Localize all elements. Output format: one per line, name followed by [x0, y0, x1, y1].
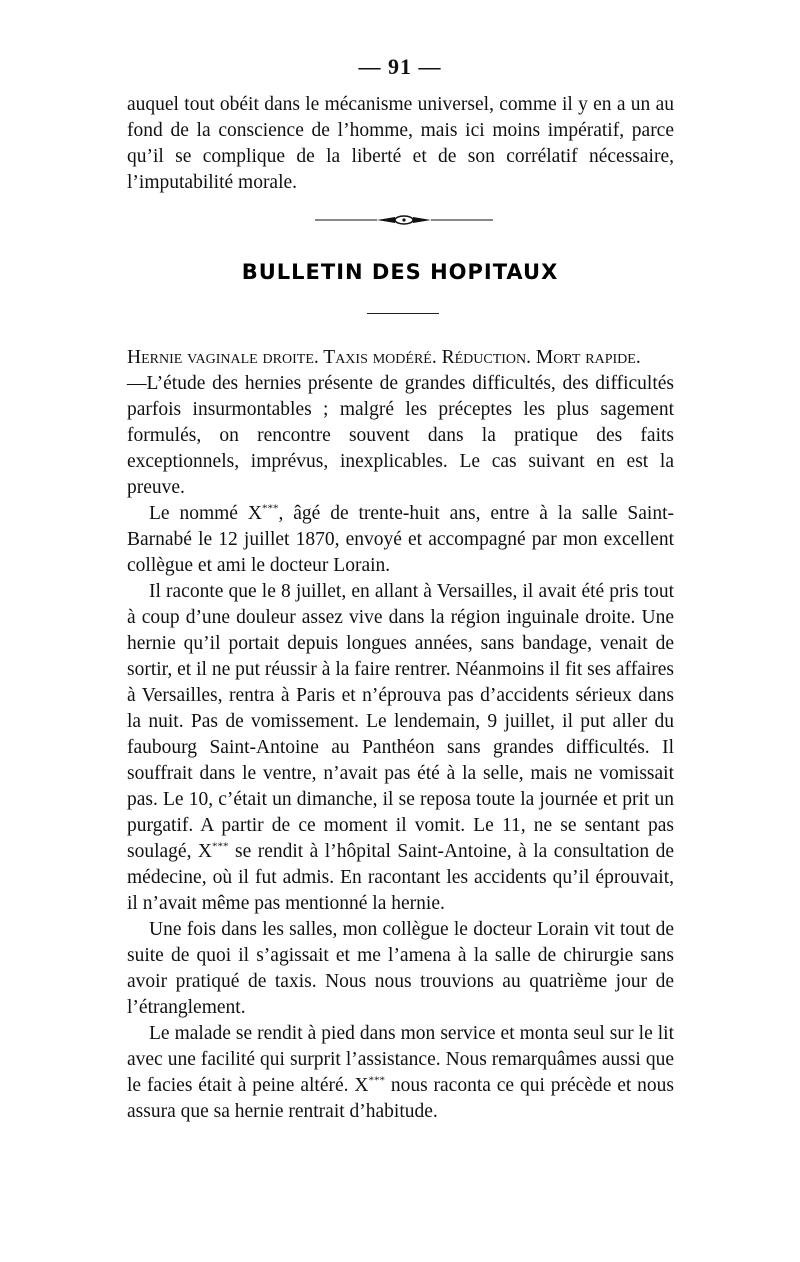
intro-paragraph-block — [127, 92, 674, 196]
paragraph-5: Le malade se rendit à pied dans mon service et monta seul sur le lit avec une facilité qui surprit l’assistance. Nous remarquâmes aussi que le facies était à peine altéré. X*** nous raconta ce qui précède et nous assura que sa hernie rentrait d’habitude. — [127, 1023, 674, 1122]
paragraph-4: Une fois dans les salles, mon collègue le docteur Lorain vit tout de suite de quoi il s’agissait et me l’amena à la salle de chirurgie sans avoir pratiqué de taxis. Nous nous trouvions au quatrième jour de l’étranglement. — [127, 919, 674, 1018]
paragraph-3: Il raconte que le 8 juillet, en allant à Versailles, il avait été pris tout à coup d’une douleur assez vive dans la région inguinale droite. Une hernie qu’il portait depuis longues années, sans bandage, venait de sortir, et il ne put réussir à la faire rentrer. Néanmoins il fit ses affaires à Versailles, rentra à Paris et n’éprouva pas d’accidents sérieux dans la nuit. Pas de vomissement. Le lendemain, 9 juillet, il put aller du faubourg Saint-Antoine au Panthéon sans grandes difficultés. Il souffrait dans le ventre, n’avait pas été à la selle, mais ne vomissait pas. Le 10, c’était un dimanche, il se reposa toute la journée et prit un purgatif. A partir de ce moment il vomit. Le 11, ne se sentant pas soulagé, X*** se rendit à l’hôpital Saint-Antoine, à la consultation de médecine, où il fut admis. En racontant les accidents qu’il éprouvait, il n’avait même pas mentionné la hernie. — [127, 581, 675, 914]
ornament-divider-icon — [315, 210, 493, 230]
paragraph-2: Le nommé X***, âgé de trente-huit ans, entre à la salle Saint-Barnabé le 12 juillet 1870, envoyé et accompagné par mon excellent collègue et ami le docteur Lorain. — [127, 502, 674, 576]
paragraph-1-text: —L’étude des hernies présente de grandes difficultés, des difficultés parfois insurmontables ; malgré les préceptes les plus sagement formulés, on rencontre souvent dans la pratique des faits exceptionnels, imprévus, inexplicables. Le cas suivant en est la preuve. — [127, 373, 674, 498]
section-title: BULLETIN DES HOPITAUX — [241, 260, 559, 284]
title-rule — [367, 313, 439, 314]
case-heading: Hernie vaginale droite. Taxis modéré. Réduction. Mort rapide. — [127, 347, 641, 368]
intro-paragraph: auquel tout obéit dans le mécanisme universel, comme il y en a un au fond de la conscience de l’homme, mais ici moins impératif, parce qu’il se complique de la liberté et de son corrélatif nécessaire, l’imputabilité morale. — [127, 94, 674, 193]
article-body — [127, 345, 674, 1125]
page-number: — 91 — — [358, 54, 442, 79]
paragraph-1 — [127, 345, 674, 501]
